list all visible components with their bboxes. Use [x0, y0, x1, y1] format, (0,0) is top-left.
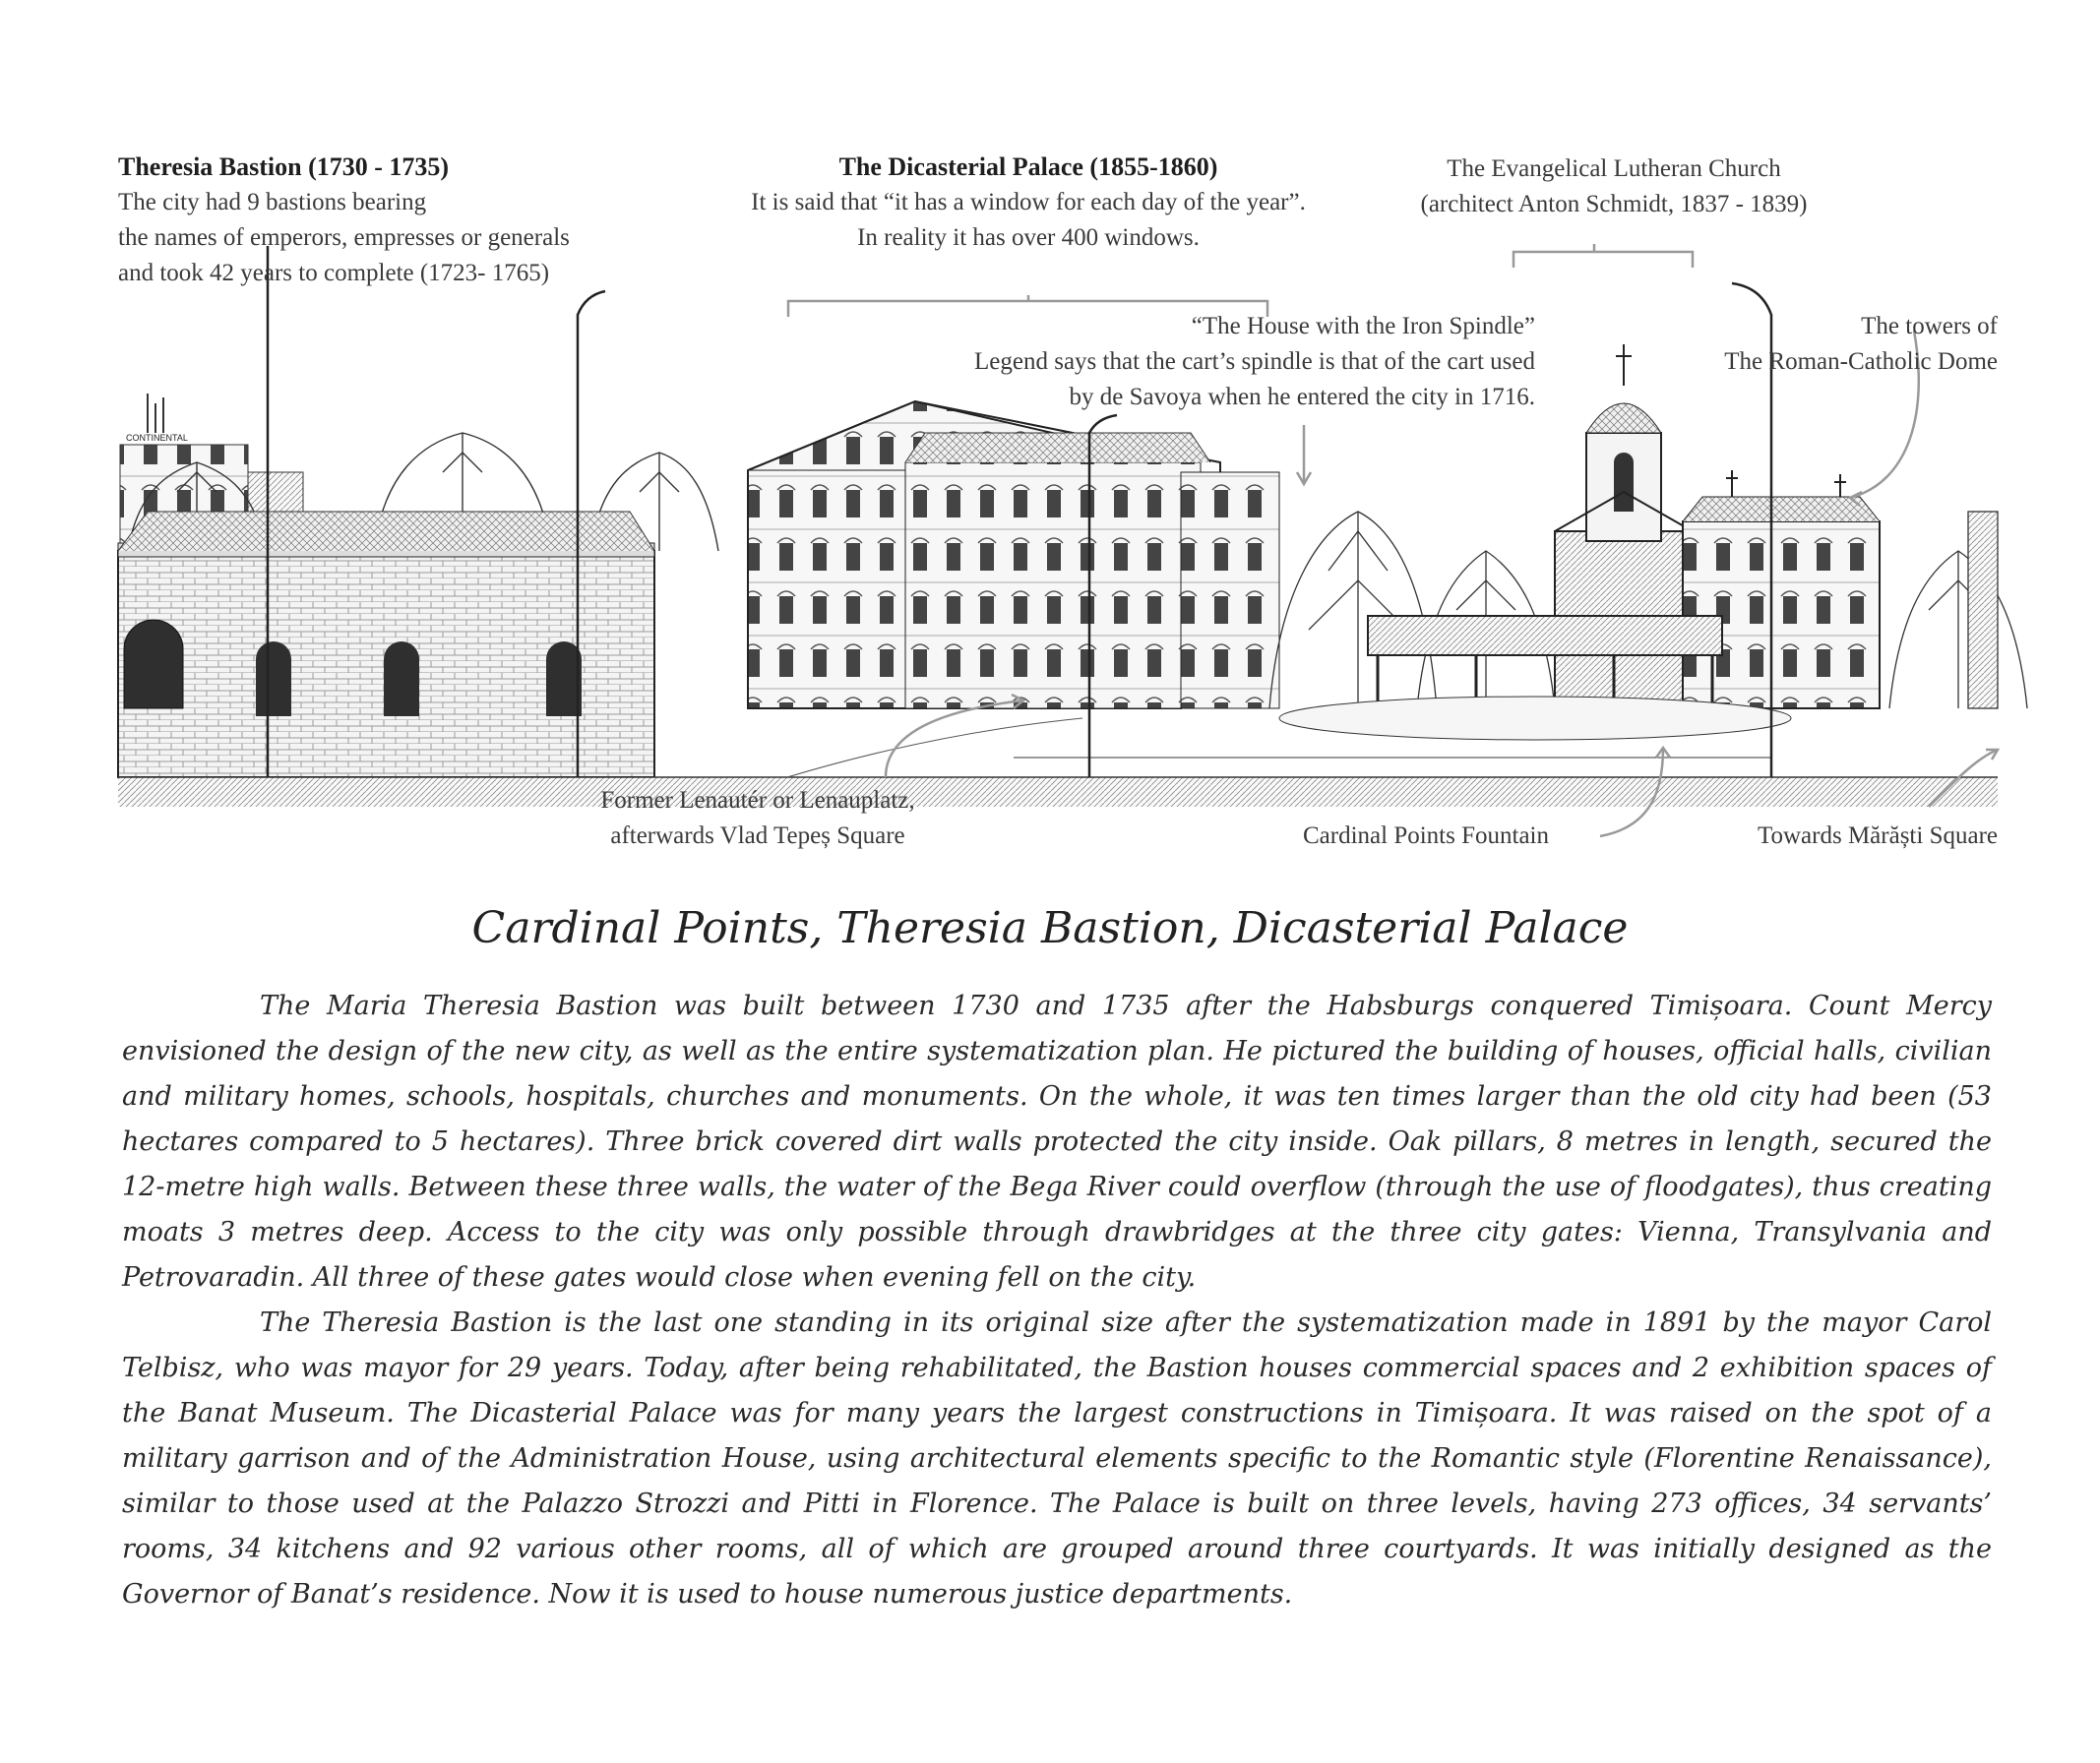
theresia-bastion-wall — [118, 512, 654, 777]
label-line: In reality it has over 400 windows. — [857, 224, 1200, 251]
label-line: the names of emperors, empresses or generals — [118, 224, 570, 251]
label-line: The Evangelical Lutheran Church — [1447, 155, 1781, 182]
label-line: by de Savoya when he entered the city in 1716. — [1069, 384, 1535, 410]
label-theresia-bastion — [118, 150, 570, 291]
building-sign: CONTINENTAL — [126, 433, 188, 443]
label-line: and took 42 years to complete (1723- 1765) — [118, 260, 550, 286]
label-line: The Roman-Catholic Dome — [1724, 348, 1998, 375]
label-line: Legend says that the cart’s spindle is that of the cart used — [974, 348, 1535, 375]
paragraph: The Maria Theresia Bastion was built between 1730 and 1735 after the Habsburgs conquered Timișoara. Count Mercy envisioned the design of the new city, as well as the entire systematization plan. He pictured the building of houses, official halls, civilian and military homes, schools, hospitals, churches and monuments. On the whole, it was ten times larger than the old city had been (53 hectares compared to 5 hectares). Three brick covered dirt walls protected the city inside. Oak pillars, 8 metres in length, secured the 12-metre high walls. Between these three walls, the water of the Bega River could overflow (through the use of floodgates), thus creating moats 3 metres deep. Access to the city was only possible through drawbridges at the three city gates: Vienna, Transylvania and Petrovaradin. All three of these gates would close when evening fell on the city. — [122, 991, 1992, 1293]
label-line: (architect Anton Schmidt, 1837 - 1839) — [1420, 191, 1808, 217]
label-heading: Theresia Bastion (1730 - 1735) — [118, 152, 450, 181]
dicasterial-palace — [748, 401, 1279, 708]
trees-middle — [1269, 512, 1555, 708]
label-heading: The Dicasterial Palace (1855-1860) — [838, 152, 1218, 181]
label-fountain: Cardinal Points Fountain — [1303, 822, 1549, 849]
page-title: Cardinal Points, Theresia Bastion, Dicasterial Palace — [471, 903, 1629, 953]
label-line: It is said that “it has a window for each day of the year”. — [751, 189, 1306, 215]
label-dicasterial-palace — [669, 150, 1388, 256]
label-line: afterwards Vlad Tepeș Square — [610, 822, 905, 849]
paragraph: The Theresia Bastion is the last one standing in its original size after the systematization made in 1891 by the mayor Carol Telbisz, who was mayor for 29 years. Today, after being rehabilitated, the Bastion houses commercial spaces and 2 exhibition spaces of the Banat Museum. The Dicasterial Palace was for many years the largest constructions in Timișoara. It was raised on the spot of a military garrison and of the Administration House, using architectural elements specific to the Romantic style (Florentine Renaissance), similar to those used at the Palazzo Strozzi and Pitti in Florence. The Palace is built on three levels, having 273 offices, 34 servants’ rooms, 34 kitchens and 92 various other rooms, all of which are grouped around three courtyards. It was initially designed as the Governor of Banat’s residence. Now it is used to house numerous justice departments. — [122, 1307, 1992, 1610]
body-text — [122, 984, 1992, 1617]
label-line: “The House with the Iron Spindle” — [1191, 313, 1535, 339]
label-roman-catholic-dome — [1673, 309, 1998, 380]
label-lenau-square — [551, 783, 964, 854]
label-line: Former Lenautér or Lenauplatz, — [600, 787, 915, 814]
label-line: The towers of — [1861, 313, 1998, 339]
label-evangelical-church — [1397, 152, 1830, 222]
trees-right — [1889, 512, 2027, 708]
label-marasti: Towards Mărăști Square — [1757, 822, 1998, 849]
label-iron-spindle — [846, 309, 1535, 415]
label-line: The city had 9 bastions bearing — [118, 189, 427, 215]
